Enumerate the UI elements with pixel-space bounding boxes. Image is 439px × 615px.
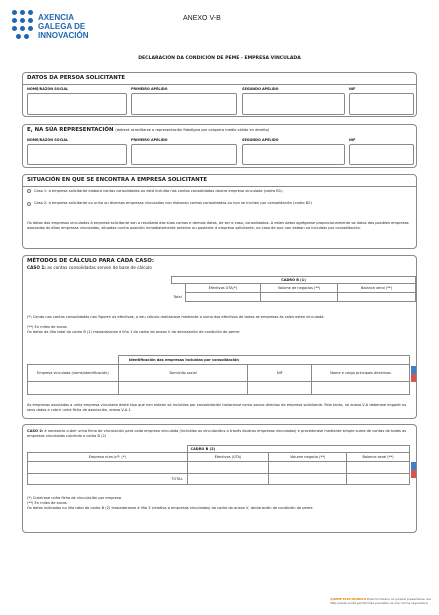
col-header: Volume negocio (**)	[269, 453, 347, 462]
col-header: Empresa núm./nº: (*)	[28, 453, 188, 462]
spacer-cell	[172, 284, 186, 293]
field-label: NIF	[349, 138, 356, 142]
section-title-text: E, NA SÚA REPRESENTACIÓN	[27, 127, 114, 133]
col-header: Efectivos UTA(*)	[185, 284, 260, 293]
col-header: NIF	[248, 365, 312, 382]
col-header: Domicilio social	[118, 365, 248, 382]
b2-balance-input[interactable]	[347, 462, 410, 474]
ident-table	[27, 355, 410, 395]
cadro-b1-title: CADRO B (1)	[172, 277, 416, 284]
spacer-cell	[28, 446, 188, 453]
col-header: Balance xeral (**)	[347, 453, 410, 462]
caso1-tag: CASO 1:	[27, 265, 46, 270]
col-header: Efectivos (UTA)	[187, 453, 269, 462]
caso1-label: Caso 1: a empresa solicitante elabora contas consolidadas ou está incluída nas contas consolidadas doutra empresa vinculada (cadro B1).	[34, 188, 284, 193]
b2-efectivos-input[interactable]	[187, 462, 269, 474]
col-header: Empresa vinculada (nome/identificación)	[28, 365, 119, 382]
ident-address-input[interactable]	[118, 382, 248, 395]
minus-icon[interactable]	[411, 470, 416, 478]
field-label: NOME/RAZÓN SOCIAL	[27, 87, 69, 91]
b2-note-2: (**) En miles de euros.	[27, 501, 68, 505]
cadro-b2-table	[27, 445, 410, 485]
ident-directors-input[interactable]	[312, 382, 410, 395]
cadro-b2-title: CADRO B (2)	[187, 446, 409, 453]
document-title: DECLARACIÓN DA CONDICIÓN DE PEME - EMPRESA VINCULADA	[138, 56, 301, 61]
section-caso2	[22, 424, 417, 533]
b2-row-controls	[411, 462, 416, 478]
ident-title: Identificación das empresas incluídas por consolidación	[118, 356, 409, 365]
total-label: TOTAL	[28, 474, 188, 485]
field-label: NIF	[349, 87, 356, 91]
b2-company-input[interactable]	[28, 462, 188, 474]
minus-icon[interactable]	[411, 374, 416, 382]
b1-volume-input[interactable]	[260, 293, 337, 302]
b2-total-volume[interactable]	[269, 474, 347, 485]
caso2-label: Caso 2: a empresa solicitante ou unha ou diversas empresas vinculadas non elaboran contas consolidadas ou non se inclúen por consolidación (cadro B2)	[34, 201, 312, 205]
caso2-tag: CASO 2:	[27, 429, 44, 433]
section-situacion	[22, 174, 417, 249]
footer-link[interactable]: http://sede.xunta.gal	[330, 600, 362, 605]
nif-field[interactable]	[349, 93, 414, 115]
caso1-heading	[27, 266, 414, 271]
field-label: PRIMEIRO APELIDO	[131, 87, 168, 91]
caso1-radio[interactable]	[27, 189, 31, 193]
section-title	[23, 125, 416, 136]
section-solicitante	[22, 72, 417, 117]
section-title: SITUACIÓN EN QUE SE ENCONTRA A EMPRESA SOLICITANTE	[23, 175, 416, 187]
field-label: PRIMEIRO APELIDO	[131, 138, 168, 142]
plus-icon[interactable]	[411, 366, 416, 374]
rep-name-field[interactable]	[27, 144, 127, 165]
field-label: SEGUNDO APELIDO	[242, 138, 279, 142]
b2-total-efectivos[interactable]	[187, 474, 269, 485]
footer-note	[330, 598, 431, 605]
first-surname-field[interactable]	[131, 93, 237, 115]
field-label: SEGUNDO APELIDO	[242, 87, 279, 91]
name-field[interactable]	[27, 93, 127, 115]
caso2-radio[interactable]	[27, 202, 31, 206]
total-label: Total	[173, 294, 182, 299]
second-surname-field[interactable]	[242, 93, 345, 115]
b2-note-3: Os datos indicados na liña total do cadro B (2) trasladaranse á liña 3 (relativa a empresas vinculadas) do cadro do anexo V, declaración de condición de peme.	[27, 506, 314, 510]
b1-balance-input[interactable]	[338, 293, 416, 302]
rep-first-surname-field[interactable]	[131, 144, 237, 165]
caso2-heading	[27, 429, 414, 438]
footer-line: Normas previstas na súa norma reguladora.	[362, 600, 429, 605]
b2-volume-input[interactable]	[269, 462, 347, 474]
footer-brand: @SEDE ELECTRÓNICA	[330, 597, 367, 601]
section-title: DATOS DA PERSOA SOLICITANTE	[23, 73, 416, 85]
plus-icon[interactable]	[411, 462, 416, 470]
ident-row-controls	[411, 366, 416, 382]
caso1-text: as contas consolidadas serven de base de cálculo	[47, 265, 152, 270]
logo-mark-icon	[12, 8, 34, 44]
anexo-label: ANEXO V-B	[183, 15, 221, 22]
col-header: Balance xeral (**)	[338, 284, 416, 293]
ident-note: As empresas asociadas a unha empresa vinculada deste tipo que non estean xa incluídas por consolidación trataranse como socios directos da empresa solicitante. Polo tanto, no anexo V-A deberase engadir os seus datos e cubrir unha ficha de asociación, anexo V-A-1	[27, 403, 407, 412]
caso2-text: é necesario cubrir unha ficha de vinculación para cada empresa vinculada (incluídas as vinculacións a través doutras empresas vinculadas) e procederase mediante simple suma de contas de todas as empresas vinculadas cubrindo o cadro B (2)	[27, 429, 407, 438]
agency-logo	[12, 5, 108, 47]
b1-efectivos-input[interactable]	[185, 293, 260, 302]
section-title: MÉTODOS DE CÁLCULO PARA CADA CASO:	[27, 258, 154, 264]
logo-text: AXENCIA GALEGA DE INNOVACIÓN	[38, 12, 89, 40]
b2-total-balance[interactable]	[347, 474, 410, 485]
section-note: (deberá acreditarse a representación fidedigna por calquera medio válido en dereito)	[115, 128, 270, 132]
footer-line: Este formulario só poderá presentarse nos	[367, 597, 431, 601]
rep-nif-field[interactable]	[349, 144, 414, 165]
ident-company-input[interactable]	[28, 382, 119, 395]
b1-note-1: (*) Cando nas contas consolidadas non figuren os efectivos, o seu cálculo realizarase mediante a suma dos efectivos de todas as empresas ás cales estea vinculada.	[27, 315, 325, 319]
section-metodos	[22, 255, 417, 419]
spacer-cell	[28, 356, 119, 365]
field-label: NOME/RAZÓN SOCIAL	[27, 138, 69, 142]
ident-nif-input[interactable]	[248, 382, 312, 395]
col-header: Nome e cargo principais directivos	[312, 365, 410, 382]
section-representacion	[22, 124, 417, 168]
situacion-note: Os datos das empresas vinculadas á empresa solicitante son o resultado das súas contas e demais datos, de ser o caso, consolidados. A estes datos agréganse proporcionalmente os datos das posibles empresas asociadas ás ditas empresas vinculadas, situadas nunha posición inmediatamente anterior ou posterior á empresa solicitante, no caso de que non estean xa incluídas por consolidación.	[27, 221, 409, 230]
col-header: Volume de negocios (**)	[260, 284, 337, 293]
b2-note-1: (*) Cubrirase unha ficha de vinculación por empresa	[27, 496, 122, 500]
rep-second-surname-field[interactable]	[242, 144, 345, 165]
cadro-b1-table	[171, 276, 416, 302]
b1-note-2: (**) En miles de euros.	[27, 325, 68, 329]
b1-note-3: Os datos da liña total do cadro B (1) trasladaranse á liña 1 do cadro do anexo V da declaración de condición de peme:	[27, 330, 241, 334]
